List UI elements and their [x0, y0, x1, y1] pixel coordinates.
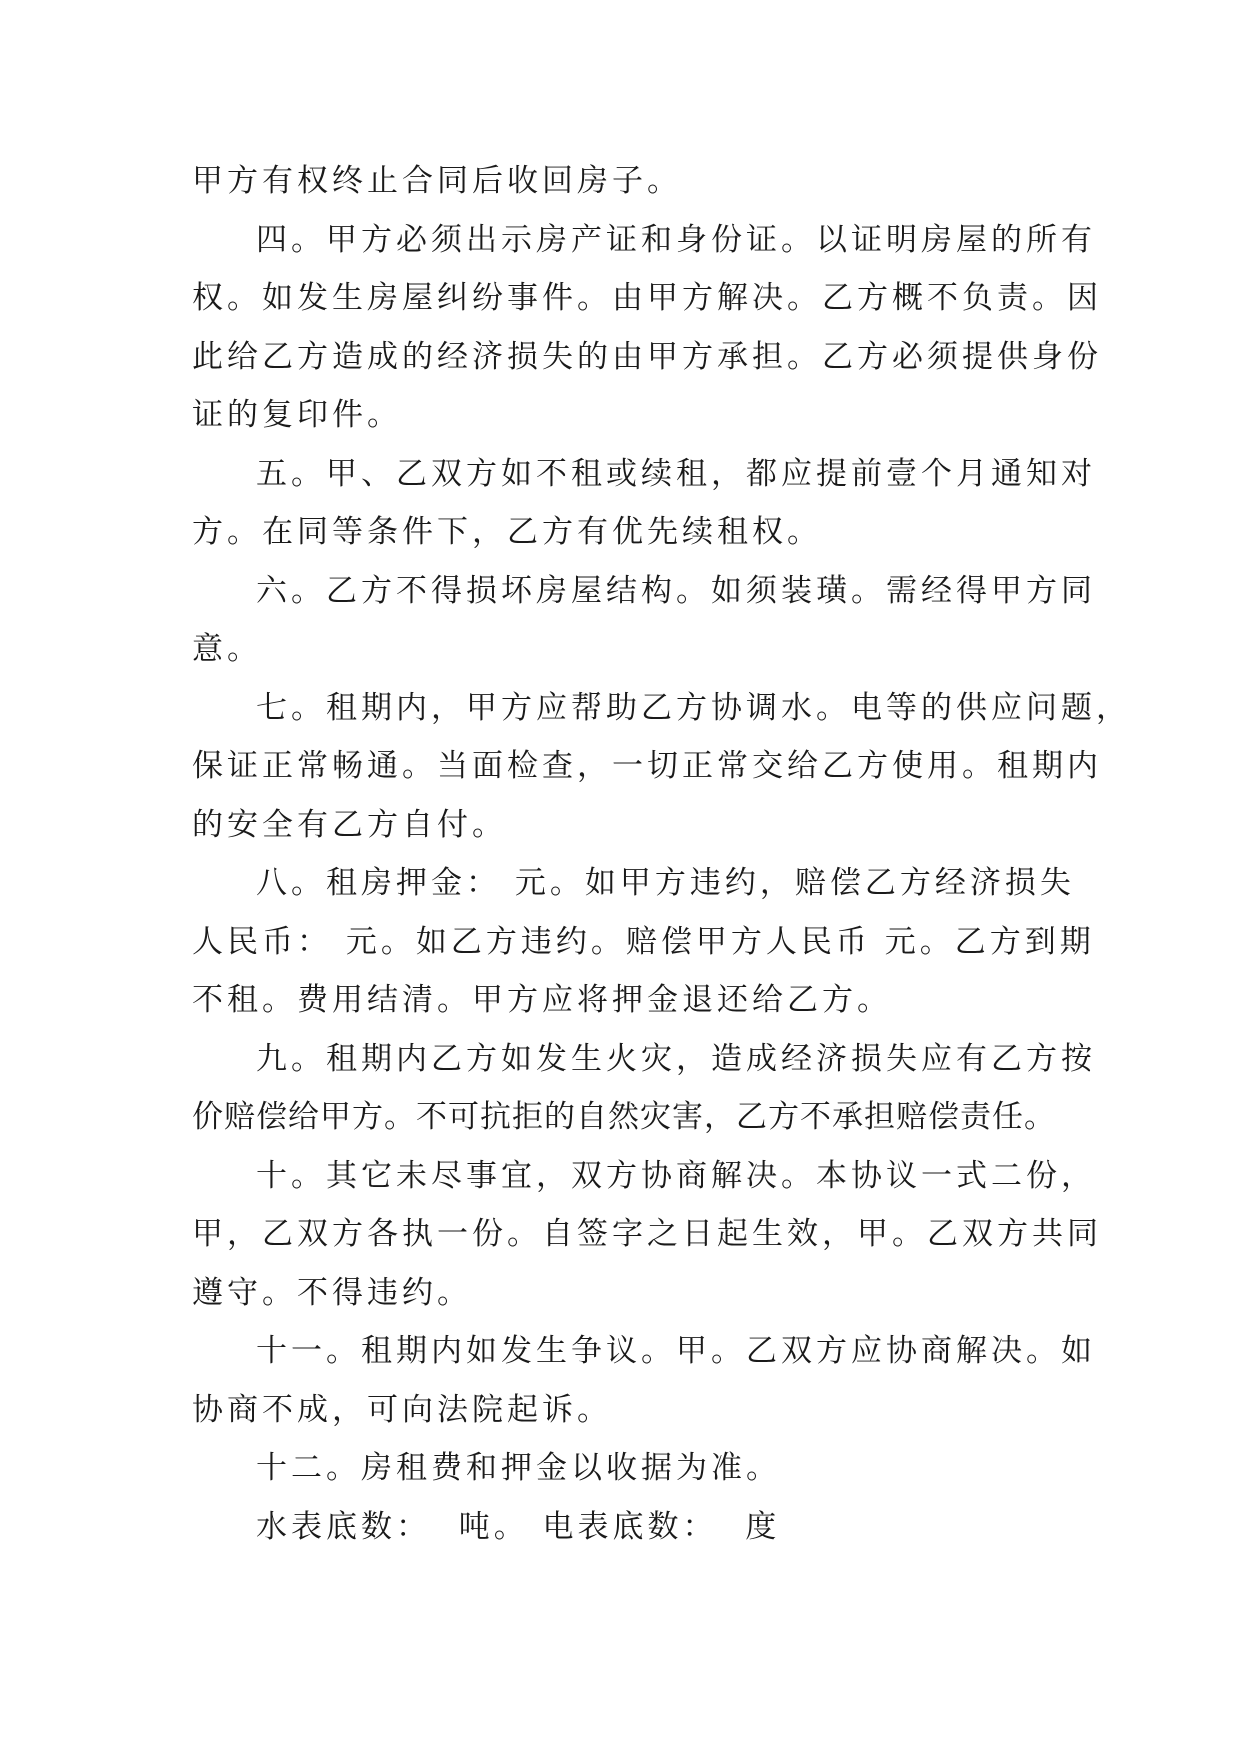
paragraph-clause-6 — [192, 562, 1096, 679]
paragraph-clause-8 — [192, 854, 1095, 1030]
text-line: 方。在同等条件下，乙方有优先续租权。 — [192, 514, 822, 550]
text-line: 权。如发生房屋纠纷事件。由甲方解决。乙方概不负责。因 — [192, 280, 1102, 316]
text-line: 证的复印件。 — [192, 397, 402, 433]
text-line: 六。乙方不得损坏房屋结构。如须装璜。需经得甲方同 — [256, 572, 1096, 609]
text-line: 意。 — [192, 631, 262, 667]
text-line: 不租。费用结清。甲方应将押金退还给乙方。 — [192, 982, 892, 1018]
text-line: 人民币： 元。如乙方违约。赔偿甲方人民币 元。乙方到期 — [192, 923, 1095, 960]
text-line: 十一。租期内如发生争议。甲。乙双方应协商解决。如 — [256, 1333, 1096, 1369]
text-line: 甲，乙双方各执一份。自签字之日起生效，甲。乙双方共同 — [192, 1216, 1102, 1252]
paragraph-clause-4 — [192, 211, 1102, 445]
paragraph-meter-readings — [192, 1498, 1062, 1557]
text-line: 八。租房押金： 元。如甲方违约，赔偿乙方经济损失 — [256, 865, 1075, 901]
paragraph-clause-10 — [192, 1147, 1102, 1323]
text-line: 水表底数： 吨。 电表底数： 度 — [256, 1508, 781, 1545]
text-line: 价赔偿给甲方。不可抗拒的自然灾害，乙方不承担赔偿责任。 — [192, 1099, 1056, 1135]
text-line: 九。租期内乙方如发生火灾，造成经济损失应有乙方按 — [256, 1040, 1096, 1077]
paragraph-clause-5 — [192, 445, 1096, 562]
paragraph-clause-12 — [192, 1439, 1062, 1498]
paragraph-termination — [192, 152, 1062, 211]
text-line: 十二。房租费和押金以收据为准。 — [256, 1450, 781, 1486]
text-line: 七。租期内，甲方应帮助乙方协调水。电等的供应问题， — [256, 689, 1131, 726]
text-line: 的安全有乙方自付。 — [192, 806, 507, 843]
text-line: 五。甲、乙双方如不租或续租，都应提前壹个月通知对 — [256, 455, 1096, 492]
text-line: 遵守。不得违约。 — [192, 1274, 472, 1311]
text-line: 十。其它未尽事宜，双方协商解决。本协议一式二份， — [256, 1157, 1096, 1194]
text-line: 此给乙方造成的经济损失的由甲方承担。乙方必须提供身份 — [192, 338, 1102, 375]
text-line: 四。甲方必须出示房产证和身份证。以证明房屋的所有 — [256, 221, 1096, 258]
text-line: 保证正常畅通。当面检查，一切正常交给乙方使用。租期内 — [192, 748, 1102, 784]
paragraph-clause-7 — [192, 679, 1131, 855]
paragraph-clause-11 — [192, 1322, 1096, 1439]
text-line: 协商不成，可向法院起诉。 — [192, 1391, 612, 1428]
text-line: 甲方有权终止合同后收回房子。 — [192, 163, 682, 199]
document-body — [192, 152, 1131, 1556]
paragraph-clause-9 — [192, 1030, 1096, 1147]
